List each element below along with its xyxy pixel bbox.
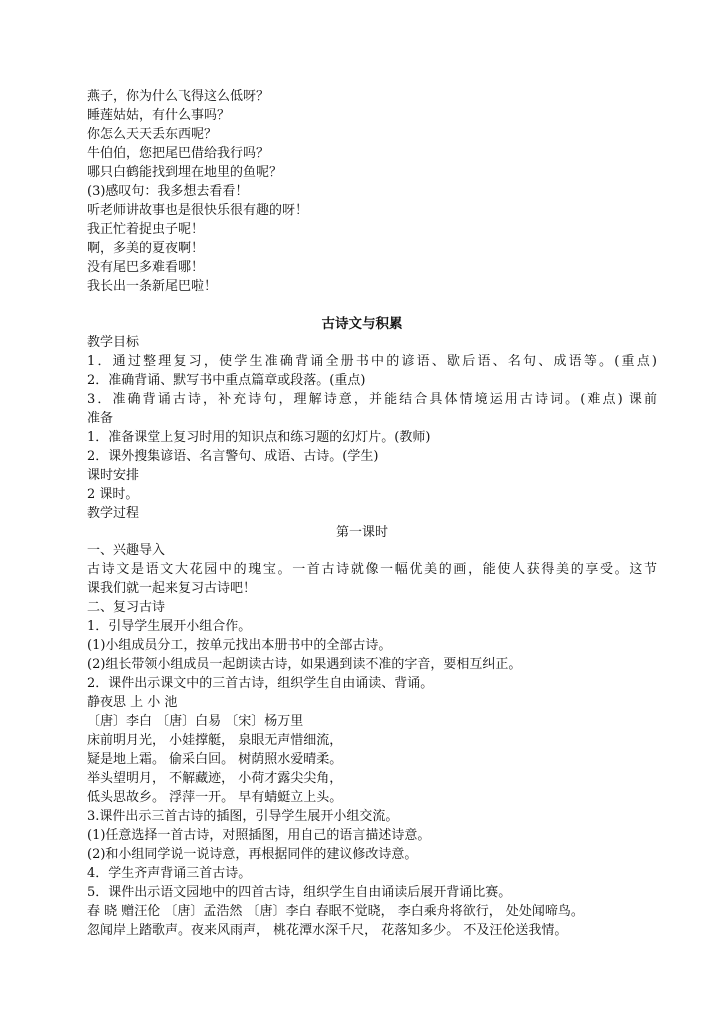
poem-line: 春 晓 赠汪伦 〔唐〕孟浩然 〔唐〕李白 春眠不觉晓， 李白乘舟将欲行， 处处闻啼鸟。 bbox=[87, 904, 584, 919]
text-line: 一、兴趣导入 bbox=[87, 543, 166, 558]
text-line: 2．准确背诵、默写书中重点篇章或段落。(重点) bbox=[87, 373, 366, 388]
text-line: 古诗文是语文大花园中的瑰宝。一首古诗就像一幅优美的画，能使人获得美的享受。这节 bbox=[87, 562, 657, 577]
poem-line: 疑是地上霜。 偷采白回。 树荫照水爱晴柔。 bbox=[87, 752, 343, 767]
text-line: (2)组长带领小组成员一起朗读古诗，如果遇到读不准的字音，要相互纠正。 bbox=[87, 657, 522, 672]
lesson-title: 第一课时 bbox=[335, 525, 388, 540]
text-line: 4．学生齐声背诵三首古诗。 bbox=[87, 866, 252, 881]
text-line: 燕子，你为什么飞得这么低呀？ bbox=[87, 89, 270, 104]
text-line: 课我们就一起来复习古诗吧！ bbox=[87, 581, 257, 596]
heading-objectives: 教学目标 bbox=[87, 335, 140, 350]
heading-schedule: 课时安排 bbox=[87, 468, 140, 483]
text-line: 5．课件出示语文园地中的四首古诗，组织学生自由诵读后展开背诵比赛。 bbox=[87, 885, 512, 900]
text-line: 我长出一条新尾巴啦！ bbox=[87, 279, 218, 294]
text-line: 3.课件出示三首古诗的插图，引导学生展开小组交流。 bbox=[87, 809, 399, 824]
text-line: 听老师讲故事也是很快乐很有趣的呀！ bbox=[87, 203, 309, 218]
text-line: (3)感叹句：我多想去看看！ bbox=[87, 184, 249, 199]
text-line: 准备 bbox=[87, 411, 114, 426]
section-title: 古诗文与积累 bbox=[321, 316, 403, 332]
text-line: 没有尾巴多难看哪！ bbox=[87, 260, 205, 275]
text-line: 牛伯伯，您把尾巴借给我行吗？ bbox=[87, 146, 270, 161]
text-line: 睡莲姑姑，有什么事吗？ bbox=[87, 108, 231, 123]
text-line: 1．通过整理复习，使学生准确背诵全册书中的谚语、歇后语、名句、成语等。(重点) bbox=[87, 354, 657, 369]
text-line: (2)和小组同学说一说诗意，再根据同伴的建议修改诗意。 bbox=[87, 847, 418, 862]
text-line: 啊，多美的夏夜啊！ bbox=[87, 241, 205, 256]
text-line: 1．准备课堂上复习时用的知识点和练习题的幻灯片。(教师) bbox=[87, 430, 431, 445]
heading-process: 教学过程 bbox=[87, 506, 140, 521]
poem-line: 床前明月光， 小娃撑艇， 泉眼无声惜细流， bbox=[87, 733, 343, 748]
text-line: 2．课件出示课文中的三首古诗，组织学生自由诵读、背诵。 bbox=[87, 676, 434, 691]
poem-line: 低头思故乡。 浮萍一开。 早有蜻蜓立上头。 bbox=[87, 790, 343, 805]
text-line: (1)小组成员分工，按单元找出本册书中的全部古诗。 bbox=[87, 638, 392, 653]
text-line: 2 课时。 bbox=[87, 487, 139, 502]
text-line: 二、复习古诗 bbox=[87, 600, 166, 615]
text-line: 你怎么天天丢东西呢？ bbox=[87, 127, 218, 142]
text-line: 2．课外搜集谚语、名言警句、成语、古诗。(学生) bbox=[87, 449, 379, 464]
poem-line: 忽闻岸上踏歌声。夜来风雨声， 桃花潭水深千尺， 花落知多少。 不及汪伦送我情。 bbox=[87, 923, 568, 938]
text-line: (1)任意选择一首古诗，对照插图，用自己的语言描述诗意。 bbox=[87, 828, 431, 843]
poem-authors: 〔唐〕李白 〔唐〕白易 〔宋〕杨万里 bbox=[87, 714, 304, 729]
text-line: 我正忙着捉虫子呢！ bbox=[87, 222, 205, 237]
poem-titles: 静夜思 上 小 池 bbox=[87, 695, 178, 710]
text-line: 哪只白鹤能找到埋在地里的鱼呢？ bbox=[87, 165, 283, 180]
poem-line: 举头望明月， 不解藏迹， 小荷才露尖尖角， bbox=[87, 771, 343, 786]
text-line: 1．引导学生展开小组合作。 bbox=[87, 619, 252, 634]
text-line: 3．准确背诵古诗，补充诗句，理解诗意，并能结合具体情境运用古诗词。(难点) 课前 bbox=[87, 392, 657, 407]
